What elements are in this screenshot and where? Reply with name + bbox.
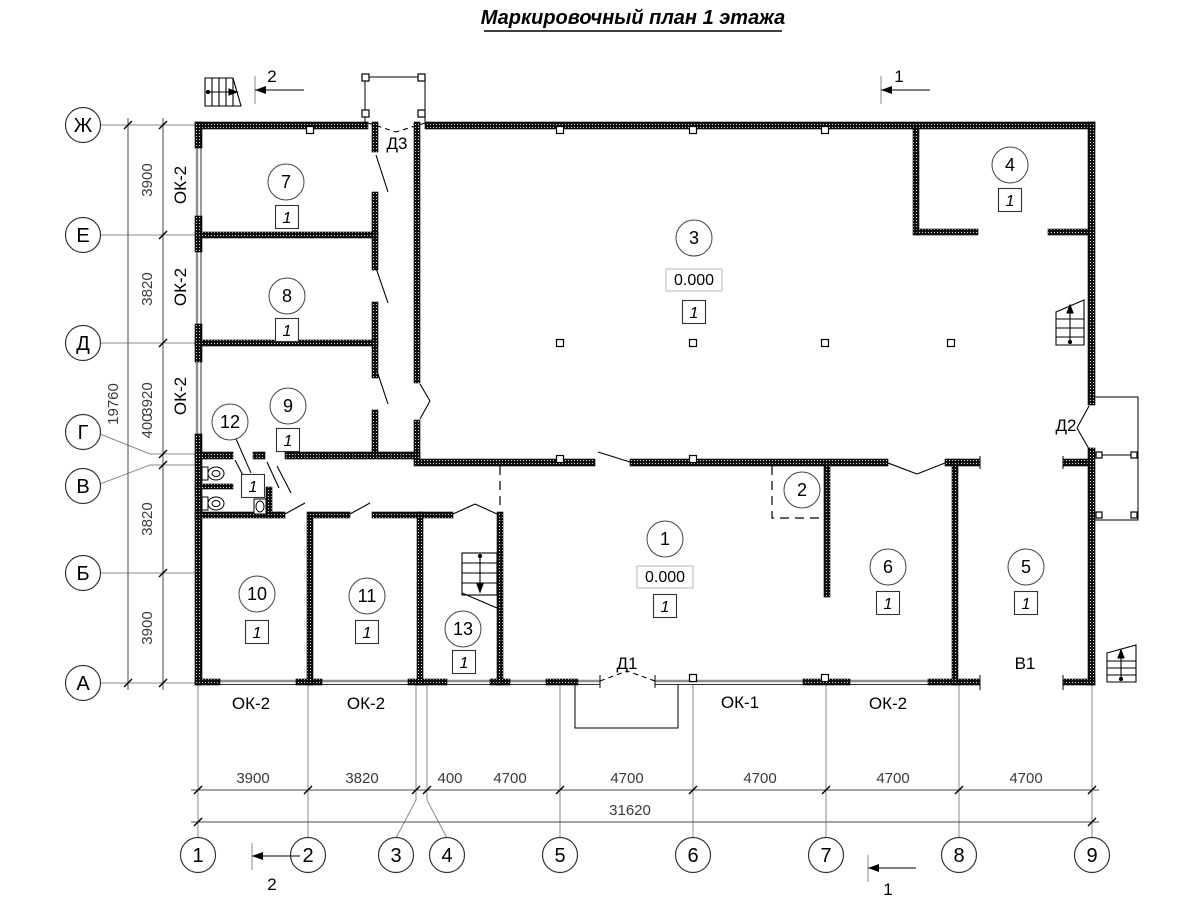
axis-row-g: Г [77,422,89,444]
room-4-number: 4 [1004,155,1016,175]
page-title: Маркировочный план 1 этажа [480,7,786,29]
wall-right-lower [1088,448,1095,685]
room-3-elevation: 0.000 [673,272,715,289]
axis-col-5: 5 [554,845,566,867]
toilet-tank-2 [202,497,208,510]
section-label-2-bottom: 2 [267,875,277,894]
axis-col-9: 9 [1086,845,1098,867]
room-1-floor-type: 1 [660,599,670,616]
dim-left-2: 3920 [139,382,156,416]
axis-col-8: 8 [953,845,965,867]
section-label-2-top: 2 [267,67,277,86]
room-5-number: 5 [1020,557,1032,577]
dim-bottom-5: 4700 [743,770,777,787]
door-label-d2: Д2 [1055,416,1077,435]
axis-row-b: Б [76,563,90,585]
wall-right-upper [1088,122,1095,405]
room-8-floor-type: 1 [282,323,292,340]
room-3-number: 3 [688,228,700,248]
room-1-number: 1 [659,529,671,549]
window-label-ok2-left-3: ОК-2 [171,376,190,416]
room-1-elevation: 0.000 [644,569,686,586]
room-9-number: 9 [282,396,294,416]
dim-bottom-0: 3900 [236,770,270,787]
window-label-ok2-bottom-1: ОК-2 [231,694,271,713]
room-11-floor-type: 1 [362,625,372,642]
dim-left-3: 400 [139,413,156,439]
room-9-floor-type: 1 [283,433,293,450]
window-label-ok2-left-2: ОК-2 [171,267,190,307]
room-12-number: 12 [219,412,241,432]
room-4-floor-type: 1 [1005,193,1015,210]
axis-col-2: 2 [302,845,314,867]
axis-row-a: А [76,673,90,695]
room-13-floor-type: 1 [459,655,469,672]
drawing-title [481,7,786,31]
window-label-ok2-left-1: ОК-2 [171,165,190,205]
axis-row-e: Е [76,225,90,247]
door-label-d3: Д3 [386,134,408,153]
dim-bottom-2: 400 [437,770,463,787]
dim-bottom-7: 4700 [1009,770,1043,787]
dim-bottom-6: 4700 [876,770,910,787]
dim-left-4: 3820 [139,502,156,536]
room-12-floor-type: 1 [248,479,258,496]
dim-left-5: 3900 [139,611,156,645]
dim-bottom-4: 4700 [610,770,644,787]
axis-col-1: 1 [192,845,204,867]
axis-col-3: 3 [390,845,402,867]
room-2-number: 2 [796,480,808,500]
room-7-number: 7 [280,172,292,192]
axis-row-zh: Ж [73,115,93,137]
room-3-floor-type: 1 [689,305,699,322]
dim-left-0: 3900 [139,163,156,197]
axis-row-d: Д [76,333,90,355]
dim-left-total: 19760 [105,383,122,425]
wall-top-left [195,122,368,129]
room-10-floor-type: 1 [252,625,262,642]
room-7-floor-type: 1 [282,210,292,227]
gate-label-v1: В1 [1014,654,1036,673]
room-6-floor-type: 1 [883,596,893,613]
axis-col-6: 6 [687,845,699,867]
room-8-number: 8 [281,286,293,306]
room-6-number: 6 [882,557,894,577]
room-11-number: 11 [357,586,377,606]
dim-bottom-total: 31620 [609,802,651,819]
room-5-floor-type: 1 [1021,596,1031,613]
dim-bottom-1: 3820 [345,770,379,787]
wall-top-right [425,122,1095,129]
door-label-d1: Д1 [616,654,638,673]
dim-left-1: 3820 [139,272,156,306]
section-label-1-top: 1 [894,67,904,86]
room-13-number: 13 [452,619,474,639]
toilet-tank-1 [202,467,208,480]
axis-col-7: 7 [820,845,832,867]
section-label-1-bottom: 1 [883,880,893,899]
window-label-ok2-bottom-2: ОК-2 [346,694,386,713]
window-label-ok2-bottom-3: ОК-2 [868,694,908,713]
window-label-ok1-bottom: ОК-1 [720,693,760,712]
wall-left-lower [195,434,202,685]
room-10-number: 10 [246,584,268,604]
dim-bottom-3: 4700 [493,770,527,787]
axis-row-v: В [76,476,90,498]
axis-col-4: 4 [441,845,453,867]
